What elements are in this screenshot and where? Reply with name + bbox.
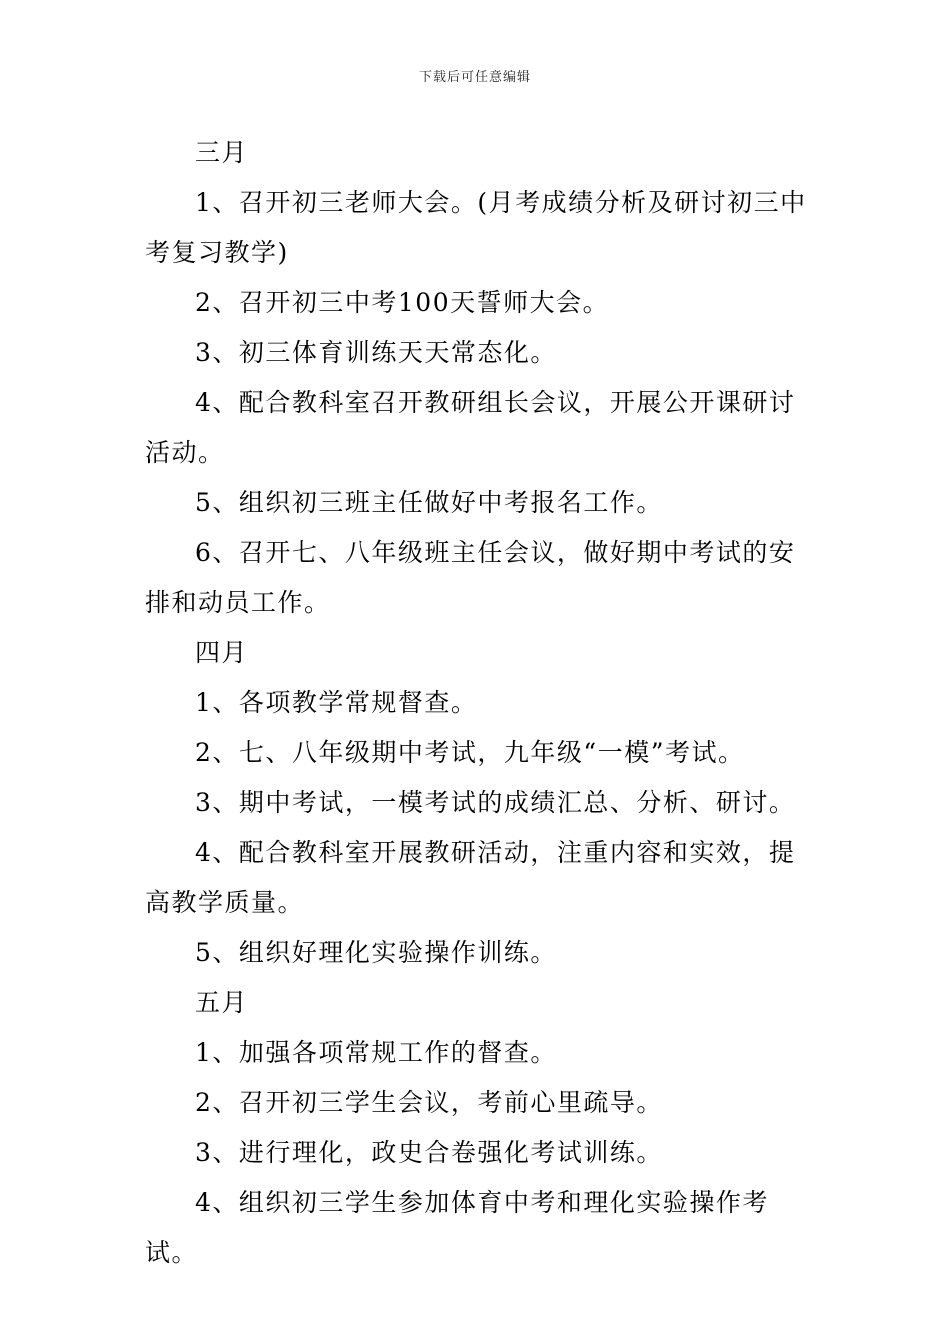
- month-heading-march: 三月: [195, 138, 249, 167]
- list-item: 2、召开初三中考100天誓师大会。: [195, 288, 610, 317]
- list-item: 1、加强各项常规工作的督查。: [195, 1038, 557, 1067]
- list-item: 4、配合教科室召开教研组长会议，开展公开课研讨活动。: [145, 388, 796, 467]
- list-item: 1、召开初三老师大会。(月考成绩分析及研讨初三中考复习教学): [145, 188, 807, 267]
- list-item: 2、召开初三学生会议，考前心里疏导。: [195, 1088, 663, 1117]
- list-item: 6、召开七、八年级班主任会议，做好期中考试的安排和动员工作。: [145, 538, 796, 617]
- month-heading-may: 五月: [195, 988, 249, 1017]
- list-item: 3、进行理化，政史合卷强化考试训练。: [195, 1138, 663, 1167]
- list-item: 2、七、八年级期中考试，九年级“一模”考试。: [195, 738, 745, 767]
- list-item: 3、初三体育训练天天常态化。: [195, 338, 557, 367]
- list-item: 3、期中考试，一模考试的成绩汇总、分析、研讨。: [195, 788, 796, 817]
- list-item: 4、配合教科室开展教研活动，注重内容和实效，提高教学质量。: [145, 838, 796, 917]
- month-heading-april: 四月: [195, 638, 249, 667]
- list-item: 5、组织好理化实验操作训练。: [195, 938, 557, 967]
- list-item: 1、各项教学常规督查。: [195, 688, 478, 717]
- list-item: 5、组织初三班主任做好中考报名工作。: [195, 488, 663, 517]
- document-body: [145, 128, 815, 1278]
- list-item: 4、组织初三学生参加体育中考和理化实验操作考试。: [145, 1188, 769, 1267]
- header-note: 下载后可任意编辑: [418, 70, 531, 85]
